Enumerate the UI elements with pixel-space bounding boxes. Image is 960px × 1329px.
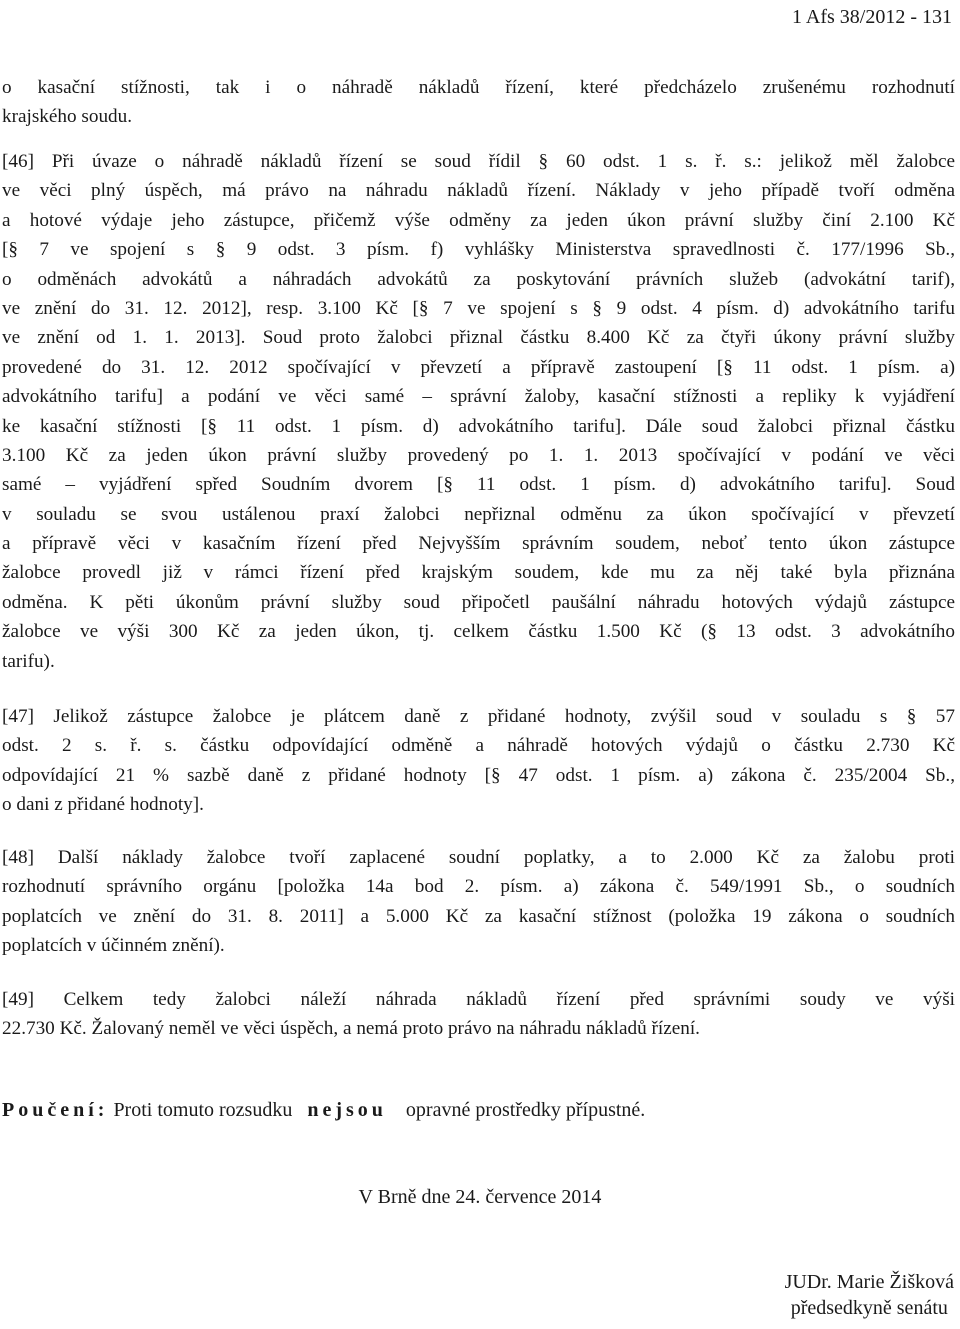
instruction-text-after: opravné prostředky přípustné.	[405, 1099, 646, 1121]
text-line: a přípravě věci v kasačním řízení před Nejvyšším správním soudem, neboť tento úkon zástupce	[2, 533, 955, 555]
paragraph-47	[2, 702, 955, 820]
text-line: ve znění od 1. 1. 2013]. Soud proto žalobci přiznal částku 8.400 Kč za čtyři úkony právní služby	[2, 327, 955, 349]
text-line: žalobce ve výši 300 Kč za jeden úkon, tj. celkem částku 1.500 Kč (§ 13 odst. 3 advokátního	[2, 621, 955, 643]
judge-name: JUDr. Marie Žišková	[784, 1271, 954, 1293]
text-line: poplatcích ve znění do 31. 8. 2011] a 5.000 Kč za kasační stížnost (položka 19 zákona o soudních	[2, 905, 955, 927]
text-line: [47] Jelikož zástupce žalobce je plátcem daně z přidané hodnoty, zvýšil soud v souladu s § 57	[2, 706, 955, 727]
legal-instruction	[2, 1097, 955, 1123]
text-line: ve věci plný úspěch, má právo na náhradu nákladů řízení. Náklady v jeho případě tvoří odměna	[2, 180, 955, 202]
text-line: advokátního tarifu] a podání ve věci samé – správní žaloby, kasační stížnosti a repliky k vyjádření	[2, 386, 955, 408]
text-line: poplatcích v účinném znění).	[2, 935, 225, 957]
text-line: [§ 7 ve spojení s § 9 odst. 3 písm. f) vyhlášky Ministerstva spravedlnosti č. 177/1996 Sb.,	[2, 239, 955, 261]
text-line: [46] Při úvaze o náhradě nákladů řízení se soud řídil § 60 odst. 1 s. ř. s.: jelikož měl žalobce	[2, 151, 955, 172]
text-line: [49] Celkem tedy žalobci náleží náhrada nákladů řízení před správními soudy ve výši	[2, 989, 955, 1010]
case-reference: 1 Afs 38/2012 - 131	[792, 6, 952, 28]
intro-paragraph	[2, 73, 955, 132]
signature-block	[785, 1269, 954, 1321]
instruction-emphasis: nejsou	[307, 1099, 387, 1121]
text-line: o kasační stížnosti, tak i o náhradě nákladů řízení, které předcházelo zrušenému rozhodnutí	[2, 77, 955, 98]
text-line: odst. 2 s. ř. s. částku odpovídající odměně a náhradě hotových výdajů o částku 2.730 Kč	[2, 735, 955, 757]
text-line: [48] Další náklady žalobce tvoří zaplacené soudní poplatky, a to 2.000 Kč za žalobu proti	[2, 847, 955, 868]
text-line: o odměnách advokátů a náhradách advokátů za poskytování právních služeb (advokátní tarif),	[2, 268, 955, 290]
text-line: provedené do 31. 12. 2012 spočívající v převzetí a přípravě zastoupení [§ 11 odst. 1 písm. a)	[2, 356, 955, 378]
text-line: o dani z přidané hodnoty].	[2, 794, 204, 816]
text-line: krajského soudu.	[2, 106, 133, 128]
text-line: odměna. K pěti úkonům právní služby soud připočetl paušální náhradu hotových výdajů zástupce	[2, 591, 955, 613]
text-line: samé – vyjádření spřed Soudním dvorem [§ 11 odst. 1 písm. d) advokátního tarifu]. Soud	[2, 474, 955, 496]
text-line: v souladu se svou ustálenou praxí žalobci nepřiznal odměnu za úkon spočívající v převzetí	[2, 503, 955, 525]
paragraph-46	[2, 147, 955, 676]
paragraph-48	[2, 843, 955, 961]
place-and-date: V Brně dne 24. července 2014	[358, 1186, 602, 1208]
text-line: 3.100 Kč za jeden úkon právní služby provedený po 1. 1. 2013 spočívající v podání ve věci	[2, 444, 955, 466]
instruction-text-before: Proti tomuto rozsudku	[113, 1099, 293, 1121]
judge-role: předsedkyně senátu	[790, 1297, 948, 1319]
text-line: 22.730 Kč. Žalovaný neměl ve věci úspěch, a nemá proto právo na náhradu nákladů řízení.	[2, 1018, 700, 1040]
text-line: rozhodnutí správního orgánu [položka 14a bod 2. písm. a) zákona č. 549/1991 Sb., o soudních	[2, 876, 955, 898]
text-line: ve znění do 31. 12. 2012], resp. 3.100 Kč [§ 7 ve spojení s § 9 odst. 4 písm. d) advokátního tarifu	[2, 297, 955, 319]
text-line: a hotové výdaje jeho zástupce, přičemž výše odměny za jeden úkon právní služby činí 2.100 Kč	[2, 209, 955, 231]
paragraph-49	[2, 985, 955, 1044]
text-line: ke kasační stížnosti [§ 11 odst. 1 písm. d) advokátního tarifu]. Dále soud žalobci přiznal částku	[2, 415, 955, 437]
text-line: odpovídající 21 % sazbě daně z přidané hodnoty [§ 47 odst. 1 písm. a) zákona č. 235/2004 Sb.,	[2, 764, 955, 786]
text-line: žalobce provedl již v rámci řízení před krajským soudem, kde mu za něj také byla přiznána	[2, 562, 955, 584]
text-line: tarifu).	[2, 650, 55, 672]
instruction-label: Poučení:	[2, 1099, 109, 1121]
